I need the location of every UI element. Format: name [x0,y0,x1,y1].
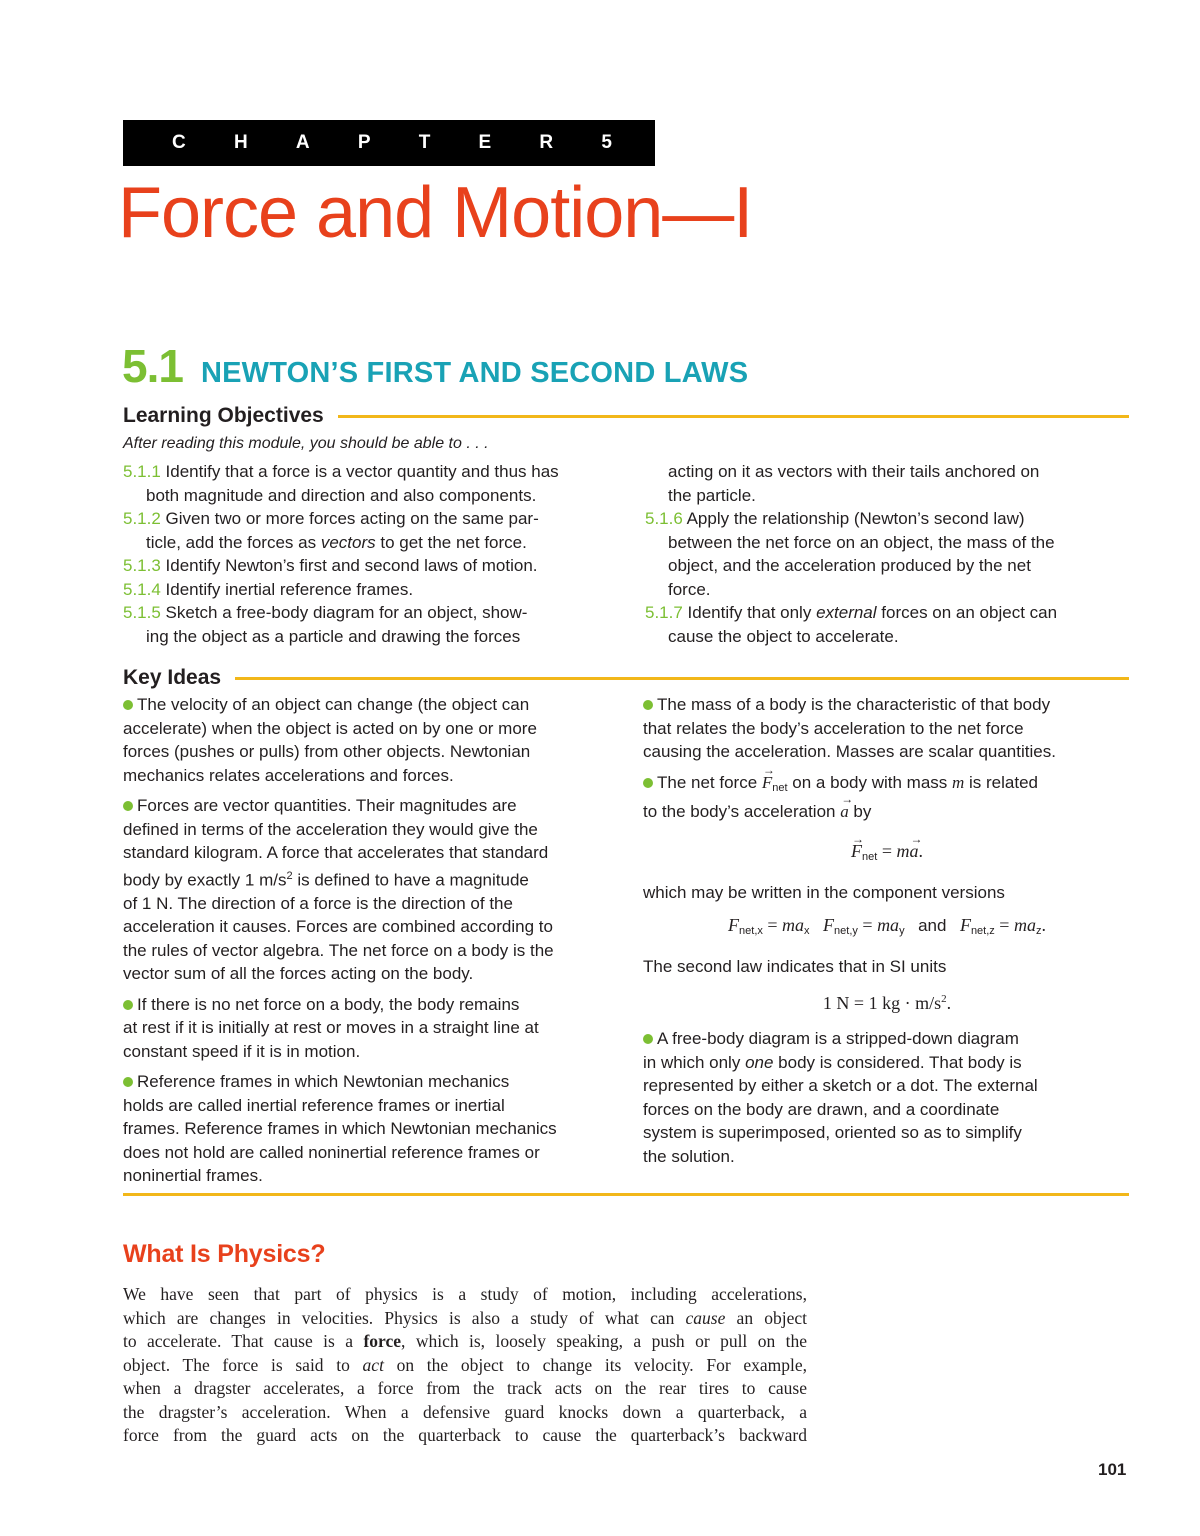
key-idea-text: acceleration it causes. Forces are combined according to [123,917,553,937]
body-bold: force [363,1331,402,1351]
equation-punctuation: . [946,992,952,1013]
subscript: y [899,924,905,937]
key-idea-text: body by exactly 1 m/s [123,870,287,890]
force-vector-symbol: → F [762,771,772,795]
objective-text: ing the object as a particle and drawing the forces [146,626,521,646]
key-idea [643,1027,1131,1168]
chapter-letter: A [295,132,310,153]
equation-symbol: ma [877,914,900,935]
body-line: We have seen that part of physics is a study of motion, including accelerations, [123,1284,807,1304]
key-ideas-label: Key Ideas [123,666,222,689]
key-idea-text: holds are called inertial reference frames or inertial [123,1095,505,1115]
subscript: net,y [834,924,858,937]
key-idea [643,693,1131,764]
learning-objectives-label: Learning Objectives [123,404,324,427]
key-idea-text: defined in terms of the acceleration they would give the [123,819,538,839]
objective-text: Identify that a force is a vector quantity and thus has [160,462,559,481]
chapter-letter: H [233,132,248,153]
objective-emphasis: external [816,603,877,622]
equation-symbol: ma [782,914,805,935]
key-idea-text: forces (pushes or pulls) from other objects. Newtonian [123,742,531,761]
body-line [123,1307,807,1331]
key-idea-text: is related [964,772,1038,792]
body-text: to accelerate. That cause is a [123,1331,364,1351]
objective-text: Given two or more forces acting on the same par- [160,509,539,528]
objectives-left-column [123,460,618,648]
superscript: 2 [941,992,947,1005]
key-idea-text: constant speed if it is in motion. [123,1041,361,1061]
key-idea-text: frames. Reference frames in which Newtonian mechanics [123,1119,557,1139]
key-idea-text: A free-body diagram is a stripped-down diagram [657,1029,1019,1048]
equation-punctuation: . [918,840,923,861]
component-equations: $F_{net,x} = ma_x$ $F_{net,y} = ma_y$ and $F_{net,z} = ma_z$. [728,914,1046,937]
equation-symbol: → a [909,840,918,864]
objective-continuation [645,460,1140,507]
key-idea-text: by [848,802,872,821]
key-idea [123,1070,611,1188]
key-idea-text: mechanics relates accelerations and forces. [123,765,454,785]
key-idea-text: system is superimposed, oriented so as to simplify [643,1123,1022,1142]
key-idea-text: on a body with mass [787,772,952,792]
objective-item [123,601,618,648]
key-idea-text: forces on the body are drawn, and a coordinate [643,1099,1000,1119]
chapter-label [172,131,612,155]
bullet-icon [123,1077,133,1087]
objective-number: 5.1.7 [645,603,683,622]
newton-second-law-equation: → $F_{net} = m\to a$. [643,840,1131,870]
subscript: net [772,781,788,794]
body-line [123,1330,807,1354]
key-idea-text: that relates the body’s acceleration to the net force [643,718,1024,738]
objective-item [123,507,618,554]
subscript: z [1035,924,1042,937]
key-idea-text: represented by either a sketch or a dot. The external [643,1076,1038,1095]
body-emphasis: cause [685,1307,726,1328]
key-idea-text: The mass of a body is the characteristic of that body [657,695,1051,714]
key-idea-text: causing the acceleration. Masses are scalar quantities. [643,742,1056,761]
key-idea-text: The second law indicates that in SI units [643,957,947,976]
chapter-number: 5 [601,132,612,153]
key-idea-text: standard kilogram. A force that accelerates that standard [123,843,549,862]
chapter-letter: C [172,132,186,153]
key-idea [123,794,611,986]
key-idea-text: the solution. [643,1146,735,1166]
key-idea-text: The net force [657,772,762,792]
objective-text: both magnitude and direction and also components. [146,485,537,505]
equation-symbol: F [959,914,971,935]
objective-text: Apply the relationship (Newton’s second law) [682,509,1025,528]
key-idea-text: Reference frames in which Newtonian mechanics [137,1072,510,1092]
key-idea [123,693,611,787]
acceleration-vector-symbol: → a [840,800,849,824]
objective-text: Identify Newton’s first and second laws of motion. [160,556,538,575]
learning-objectives-heading [123,402,1129,430]
body-text: which are changes in velocities. Physics is also a study of what can [123,1307,686,1328]
objective-item [645,601,1140,648]
objective-text: Identify that only [682,603,817,622]
chapter-letter: P [357,132,371,153]
subscript: net [862,850,878,863]
objective-text: force. [668,579,711,599]
equation-punctuation: . [1041,914,1046,935]
section-title: NEWTON’S FIRST AND SECOND LAWS [200,357,749,389]
superscript: 2 [286,869,293,882]
equation-symbol: F [823,914,835,935]
key-idea-text: to the body’s acceleration [643,802,841,821]
equation-symbol: ma [1013,914,1036,935]
heading-rule [338,415,1129,418]
key-idea-text: body is considered. That body is [773,1052,1022,1072]
learning-objectives-intro: After reading this module, you should be able to . . . [123,435,489,452]
objective-item [123,554,618,578]
key-idea-text: The velocity of an object can change (the object can [137,695,530,714]
body-line: when a dragster accelerates, a force from the track acts on the rear tires to cause [123,1378,807,1398]
key-idea-text: vector sum of all the forces acting on the body. [123,964,474,984]
key-idea-text: is defined to have a magnitude [292,870,529,890]
body-text: an object [725,1307,807,1328]
objectives-right-column [645,460,1140,648]
page-number: 101 [1098,1460,1127,1479]
objective-text: Identify inertial reference frames. [160,579,414,599]
body-text: , which is, loosely speaking, a push or pull on the [401,1331,807,1351]
objective-item [123,578,618,602]
body-line [123,1354,807,1378]
objective-number: 5.1.5 [123,603,161,622]
bullet-icon [123,700,133,710]
key-idea-text: of 1 N. The direction of a force is the direction of the [123,893,513,913]
key-ideas-bottom-rule [123,1193,1129,1196]
bullet-icon [123,1000,133,1010]
objective-item [123,460,618,507]
equation-and: and [918,915,947,935]
subscript: x [804,924,810,937]
key-idea-text: does not hold are called noninertial reference frames or [123,1142,540,1162]
si-unit-equation [643,988,1131,1016]
objective-text: ticle, add the forces as [146,532,321,552]
what-is-physics-heading: What Is Physics? [123,1240,326,1268]
body-emphasis: act [362,1354,384,1375]
key-idea-text: in which only [643,1052,746,1072]
equation-symbol: F [728,914,740,935]
subscript: net,z [970,924,995,937]
objective-text: forces on an object can [876,603,1058,622]
objective-text: cause the object to accelerate. [668,626,899,646]
body-text: on the object to change its velocity. For example, [383,1354,807,1375]
objective-number: 5.1.1 [123,462,161,481]
bullet-icon [123,801,133,811]
key-idea-text: the rules of vector algebra. The net force on a body is the [123,940,554,960]
key-idea-text: noninertial frames. [123,1166,263,1186]
objective-text: acting on it as vectors with their tails anchored on [668,462,1040,481]
chapter-title: Force and Motion—I [118,173,753,253]
body-text: object. The force is said to [123,1354,363,1375]
what-is-physics-body [123,1283,807,1448]
chapter-letter: R [539,132,554,153]
equation-symbol: m [896,840,910,861]
objective-number: 5.1.6 [645,509,683,528]
bullet-icon [643,700,653,710]
equation-symbol: → F [851,840,862,864]
key-idea-text: accelerate) when the object is acted on by one or more [123,718,537,738]
objective-text: object, and the acceleration produced by the net [668,556,1031,575]
objective-emphasis: vectors [320,532,376,552]
key-idea-text: If there is no net force on a body, the body remains [137,994,520,1014]
objective-text: Sketch a free-body diagram for an object, show- [160,603,528,622]
body-line: the dragster’s acceleration. When a defensive guard knocks down a quarterback, a [123,1401,807,1422]
key-idea-text: Forces are vector quantities. Their magnitudes are [137,796,517,815]
objective-text: between the net force on an object, the mass of the [668,532,1055,552]
equation-text: 1 N = 1 kg · m/s [822,992,942,1013]
objective-text: the particle. [668,485,756,505]
objective-number: 5.1.4 [123,579,161,599]
objective-item [645,507,1140,601]
chapter-letter: T [418,132,431,153]
key-idea-text: at rest if it is initially at rest or moves in a straight line at [123,1018,539,1038]
key-ideas-heading [123,664,1129,692]
bullet-icon [643,1034,653,1044]
heading-rule [235,677,1129,680]
objective-number: 5.1.2 [123,509,161,528]
key-ideas-right-column [643,693,1131,1175]
body-line: force from the guard acts on the quarterback to cause the quarterback’s backward [123,1425,807,1445]
section-heading [122,338,748,401]
key-idea [123,993,611,1064]
objective-number: 5.1.3 [123,556,161,575]
section-number: 5.1 [122,340,183,392]
objective-text: to get the net force. [375,532,527,552]
bullet-icon [643,778,653,788]
key-idea [643,771,1131,824]
mass-symbol: m [952,772,965,792]
key-idea-emphasis: one [745,1052,774,1072]
key-ideas-left-column [123,693,611,1195]
chapter-letter: E [478,132,492,153]
key-idea-text: which may be written in the component versions [643,883,1005,902]
subscript: net,x [739,924,763,937]
